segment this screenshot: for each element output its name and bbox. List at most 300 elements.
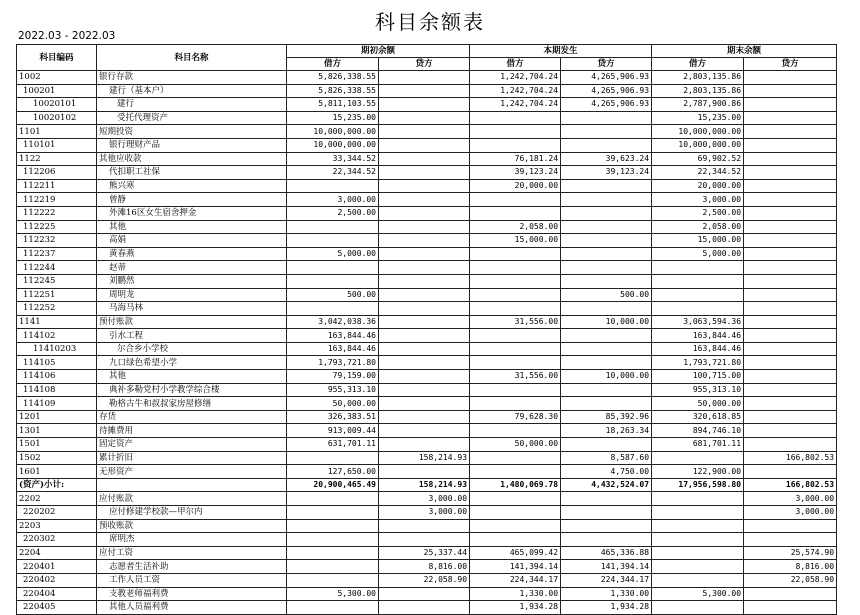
account-code-cell: 114102	[17, 329, 97, 343]
closing-debit-cell	[652, 451, 744, 465]
header-opening-credit: 贷方	[379, 58, 470, 71]
account-code-cell: 2204	[17, 546, 97, 560]
closing-credit-cell	[744, 98, 837, 112]
current-debit-cell: 1,242,704.24	[470, 98, 561, 112]
account-code-cell: 1201	[17, 410, 97, 424]
account-code-cell: 1002	[17, 71, 97, 85]
closing-credit-cell	[744, 288, 837, 302]
account-code-cell: 1301	[17, 424, 97, 438]
table-row	[17, 451, 837, 465]
current-credit-cell	[561, 179, 652, 193]
closing-debit-cell	[652, 492, 744, 506]
current-debit-cell: 1,242,704.24	[470, 84, 561, 98]
account-code-cell: 220402	[17, 573, 97, 587]
account-name-cell: 支教老师福利费	[97, 587, 287, 601]
table-row	[17, 274, 837, 288]
opening-debit-cell: 163,844.46	[287, 342, 379, 356]
account-code-cell: 114108	[17, 383, 97, 397]
current-debit-cell: 76,181.24	[470, 152, 561, 166]
report-title: 科目余额表	[375, 10, 485, 34]
opening-debit-cell	[287, 234, 379, 248]
current-credit-cell	[561, 356, 652, 370]
closing-debit-cell: 163,844.46	[652, 329, 744, 343]
account-code-cell: 1501	[17, 438, 97, 452]
current-debit-cell	[470, 492, 561, 506]
opening-debit-cell: 127,650.00	[287, 465, 379, 479]
account-name-cell: 九口绿色希望小学	[97, 356, 287, 370]
current-debit-cell	[470, 193, 561, 207]
current-credit-cell	[561, 506, 652, 520]
closing-credit-cell: 25,574.90	[744, 546, 837, 560]
account-name-cell: 熊兴寒	[97, 179, 287, 193]
closing-debit-cell: 100,715.00	[652, 370, 744, 384]
header-opening-debit: 借方	[287, 58, 379, 71]
closing-credit-cell: 8,816.00	[744, 560, 837, 574]
current-credit-cell: 4,432,524.07	[561, 478, 652, 492]
account-name-cell: 预付账款	[97, 315, 287, 329]
opening-credit-cell	[379, 261, 470, 275]
table-row	[17, 193, 837, 207]
account-code-cell: 100201	[17, 84, 97, 98]
opening-debit-cell	[287, 506, 379, 520]
table-row	[17, 478, 837, 492]
current-debit-cell: 31,556.00	[470, 315, 561, 329]
closing-credit-cell	[744, 342, 837, 356]
current-debit-cell	[470, 111, 561, 125]
closing-credit-cell	[744, 424, 837, 438]
opening-credit-cell	[379, 410, 470, 424]
current-debit-cell: 31,556.00	[470, 370, 561, 384]
account-name-cell: 应付账款	[97, 492, 287, 506]
account-name-cell: 刘鹏然	[97, 274, 287, 288]
opening-credit-cell	[379, 125, 470, 139]
account-name-cell: 志愿者生活补助	[97, 560, 287, 574]
opening-credit-cell	[379, 206, 470, 220]
table-row	[17, 138, 837, 152]
account-name-cell: 受托代理资产	[97, 111, 287, 125]
closing-debit-cell: 3,000.00	[652, 193, 744, 207]
current-debit-cell	[470, 302, 561, 316]
table-row	[17, 125, 837, 139]
closing-debit-cell	[652, 261, 744, 275]
table-row	[17, 410, 837, 424]
closing-debit-cell: 22,344.52	[652, 166, 744, 180]
closing-credit-cell: 3,000.00	[744, 492, 837, 506]
current-credit-cell: 4,265,906.93	[561, 71, 652, 85]
opening-credit-cell	[379, 315, 470, 329]
current-debit-cell: 224,344.17	[470, 573, 561, 587]
table-row	[17, 71, 837, 85]
current-credit-cell: 39,623.24	[561, 152, 652, 166]
opening-debit-cell	[287, 519, 379, 533]
account-name-cell: 建行	[97, 98, 287, 112]
table-row	[17, 342, 837, 356]
account-name-cell	[97, 478, 287, 492]
account-name-cell: 周明龙	[97, 288, 287, 302]
current-credit-cell: 4,750.00	[561, 465, 652, 479]
opening-debit-cell	[287, 601, 379, 615]
table-row	[17, 234, 837, 248]
account-name-cell: 固定资产	[97, 438, 287, 452]
closing-credit-cell	[744, 274, 837, 288]
current-credit-cell	[561, 193, 652, 207]
closing-debit-cell: 50,000.00	[652, 397, 744, 411]
opening-debit-cell	[287, 573, 379, 587]
current-credit-cell	[561, 234, 652, 248]
current-credit-cell	[561, 138, 652, 152]
account-code-cell: 114106	[17, 370, 97, 384]
account-name-cell: 存货	[97, 410, 287, 424]
opening-credit-cell	[379, 342, 470, 356]
opening-credit-cell	[379, 356, 470, 370]
account-code-cell: 112206	[17, 166, 97, 180]
account-name-cell: 累计折旧	[97, 451, 287, 465]
opening-credit-cell	[379, 601, 470, 615]
closing-debit-cell: 10,000,000.00	[652, 138, 744, 152]
opening-credit-cell: 25,337.44	[379, 546, 470, 560]
account-code-cell: 10020101	[17, 98, 97, 112]
account-code-cell: 220202	[17, 506, 97, 520]
table-row	[17, 166, 837, 180]
current-debit-cell	[470, 465, 561, 479]
closing-credit-cell	[744, 261, 837, 275]
account-code-cell: 2202	[17, 492, 97, 506]
closing-debit-cell: 1,793,721.80	[652, 356, 744, 370]
closing-debit-cell: 20,000.00	[652, 179, 744, 193]
table-row	[17, 383, 837, 397]
current-debit-cell	[470, 397, 561, 411]
closing-credit-cell: 22,058.90	[744, 573, 837, 587]
opening-credit-cell	[379, 166, 470, 180]
closing-debit-cell: 69,902.52	[652, 152, 744, 166]
table-row	[17, 465, 837, 479]
table-row	[17, 152, 837, 166]
current-credit-cell	[561, 261, 652, 275]
table-row	[17, 492, 837, 506]
opening-credit-cell	[379, 397, 470, 411]
opening-debit-cell: 1,793,721.80	[287, 356, 379, 370]
account-code-cell: 112222	[17, 206, 97, 220]
closing-credit-cell	[744, 383, 837, 397]
header-closing: 期末余额	[652, 45, 837, 58]
closing-credit-cell	[744, 587, 837, 601]
table-row	[17, 533, 837, 547]
opening-credit-cell	[379, 179, 470, 193]
current-debit-cell	[470, 451, 561, 465]
current-debit-cell	[470, 274, 561, 288]
current-credit-cell: 465,336.88	[561, 546, 652, 560]
account-code-cell: 112219	[17, 193, 97, 207]
account-name-cell: 赵蒂	[97, 261, 287, 275]
current-credit-cell	[561, 383, 652, 397]
closing-debit-cell: 122,900.00	[652, 465, 744, 479]
closing-debit-cell: 681,701.11	[652, 438, 744, 452]
opening-debit-cell	[287, 533, 379, 547]
table-row	[17, 315, 837, 329]
account-name-cell: 尔合乡小学校	[97, 342, 287, 356]
closing-credit-cell	[744, 465, 837, 479]
opening-credit-cell: 8,816.00	[379, 560, 470, 574]
account-code-cell: 112252	[17, 302, 97, 316]
header-code: 科目编码	[17, 45, 97, 71]
opening-debit-cell	[287, 560, 379, 574]
current-debit-cell	[470, 288, 561, 302]
opening-credit-cell	[379, 193, 470, 207]
opening-debit-cell: 3,042,038.36	[287, 315, 379, 329]
current-debit-cell	[470, 138, 561, 152]
account-code-cell: 1141	[17, 315, 97, 329]
opening-credit-cell	[379, 533, 470, 547]
account-code-cell: 220302	[17, 533, 97, 547]
closing-credit-cell	[744, 111, 837, 125]
table-row	[17, 288, 837, 302]
closing-credit-cell	[744, 601, 837, 615]
closing-debit-cell: 320,618.85	[652, 410, 744, 424]
current-credit-cell	[561, 438, 652, 452]
account-code-cell: 112237	[17, 247, 97, 261]
report-period: 2022.03 - 2022.03	[18, 30, 116, 42]
account-name-cell: 其他	[97, 370, 287, 384]
table-row	[17, 519, 837, 533]
closing-credit-cell	[744, 152, 837, 166]
account-name-cell: 建行（基本户）	[97, 84, 287, 98]
current-credit-cell: 39,123.24	[561, 166, 652, 180]
opening-credit-cell: 3,000.00	[379, 506, 470, 520]
closing-debit-cell: 3,063,594.36	[652, 315, 744, 329]
account-name-cell: 其他人员福利费	[97, 601, 287, 615]
closing-debit-cell: 2,058.00	[652, 220, 744, 234]
closing-credit-cell	[744, 220, 837, 234]
account-name-cell: 典补多勒党村小学教学综合楼	[97, 383, 287, 397]
closing-credit-cell	[744, 397, 837, 411]
account-code-cell: 112232	[17, 234, 97, 248]
opening-credit-cell	[379, 465, 470, 479]
opening-debit-cell: 163,844.46	[287, 329, 379, 343]
table-row	[17, 329, 837, 343]
table-row	[17, 573, 837, 587]
closing-credit-cell	[744, 138, 837, 152]
current-credit-cell: 1,934.28	[561, 601, 652, 615]
current-credit-cell: 10,000.00	[561, 315, 652, 329]
closing-credit-cell	[744, 519, 837, 533]
closing-debit-cell	[652, 560, 744, 574]
table-row	[17, 397, 837, 411]
header-name: 科目名称	[97, 45, 287, 71]
current-credit-cell: 8,587.60	[561, 451, 652, 465]
table-row	[17, 302, 837, 316]
account-name-cell: 银行理财产品	[97, 138, 287, 152]
closing-debit-cell: 5,300.00	[652, 587, 744, 601]
closing-credit-cell	[744, 438, 837, 452]
account-code-cell: 2203	[17, 519, 97, 533]
account-code-cell: 114105	[17, 356, 97, 370]
closing-credit-cell	[744, 302, 837, 316]
closing-credit-cell	[744, 71, 837, 85]
current-debit-cell: 15,000.00	[470, 234, 561, 248]
closing-credit-cell	[744, 234, 837, 248]
opening-debit-cell: 10,000,000.00	[287, 138, 379, 152]
current-credit-cell	[561, 519, 652, 533]
account-code-cell: 112245	[17, 274, 97, 288]
account-code-cell: (资产)小计:	[17, 478, 97, 492]
table-body	[17, 71, 837, 615]
balance-table	[16, 44, 837, 615]
closing-debit-cell	[652, 274, 744, 288]
opening-credit-cell	[379, 288, 470, 302]
current-credit-cell	[561, 125, 652, 139]
table-row	[17, 356, 837, 370]
opening-credit-cell	[379, 587, 470, 601]
opening-credit-cell	[379, 438, 470, 452]
closing-debit-cell	[652, 546, 744, 560]
header-current-debit: 借方	[470, 58, 561, 71]
account-name-cell: 应付修建学校款—甲尔内	[97, 506, 287, 520]
opening-debit-cell: 20,900,465.49	[287, 478, 379, 492]
account-name-cell: 预收账款	[97, 519, 287, 533]
current-credit-cell: 10,000.00	[561, 370, 652, 384]
current-credit-cell	[561, 302, 652, 316]
opening-credit-cell	[379, 152, 470, 166]
current-credit-cell	[561, 533, 652, 547]
opening-debit-cell	[287, 451, 379, 465]
opening-debit-cell: 2,500.00	[287, 206, 379, 220]
table-row	[17, 560, 837, 574]
opening-debit-cell: 913,009.44	[287, 424, 379, 438]
table-row	[17, 438, 837, 452]
header-row-top	[17, 45, 837, 58]
opening-debit-cell: 79,159.00	[287, 370, 379, 384]
account-code-cell: 1101	[17, 125, 97, 139]
closing-credit-cell: 166,802.53	[744, 478, 837, 492]
account-code-cell: 220404	[17, 587, 97, 601]
closing-debit-cell: 15,000.00	[652, 234, 744, 248]
account-name-cell: 应付工资	[97, 546, 287, 560]
account-name-cell: 马海马林	[97, 302, 287, 316]
opening-debit-cell: 33,344.52	[287, 152, 379, 166]
account-code-cell: 110101	[17, 138, 97, 152]
closing-credit-cell	[744, 206, 837, 220]
current-debit-cell	[470, 329, 561, 343]
opening-debit-cell: 15,235.00	[287, 111, 379, 125]
account-name-cell: 外滩16区女生宿舍押金	[97, 206, 287, 220]
table-row	[17, 546, 837, 560]
opening-debit-cell	[287, 302, 379, 316]
closing-debit-cell: 163,844.46	[652, 342, 744, 356]
closing-debit-cell: 15,235.00	[652, 111, 744, 125]
closing-debit-cell: 2,500.00	[652, 206, 744, 220]
current-debit-cell	[470, 533, 561, 547]
opening-credit-cell: 158,214.93	[379, 451, 470, 465]
account-code-cell: 1601	[17, 465, 97, 479]
current-debit-cell: 1,330.00	[470, 587, 561, 601]
header-current: 本期发生	[470, 45, 652, 58]
current-credit-cell: 4,265,906.93	[561, 98, 652, 112]
closing-credit-cell: 3,000.00	[744, 506, 837, 520]
current-credit-cell	[561, 206, 652, 220]
closing-debit-cell	[652, 288, 744, 302]
account-name-cell: 其他	[97, 220, 287, 234]
opening-credit-cell	[379, 98, 470, 112]
closing-debit-cell	[652, 601, 744, 615]
opening-credit-cell: 22,058.90	[379, 573, 470, 587]
account-code-cell: 114109	[17, 397, 97, 411]
table-row	[17, 506, 837, 520]
account-name-cell: 高娟	[97, 234, 287, 248]
table-row	[17, 247, 837, 261]
table-row	[17, 424, 837, 438]
opening-debit-cell	[287, 261, 379, 275]
header-closing-debit: 借方	[652, 58, 744, 71]
opening-debit-cell	[287, 546, 379, 560]
closing-debit-cell: 2,803,135.86	[652, 84, 744, 98]
account-name-cell: 曾静	[97, 193, 287, 207]
current-credit-cell	[561, 492, 652, 506]
closing-debit-cell: 955,313.10	[652, 383, 744, 397]
opening-credit-cell	[379, 302, 470, 316]
opening-credit-cell	[379, 329, 470, 343]
current-credit-cell: 1,330.00	[561, 587, 652, 601]
closing-credit-cell	[744, 179, 837, 193]
current-debit-cell	[470, 506, 561, 520]
current-credit-cell: 18,263.34	[561, 424, 652, 438]
opening-credit-cell	[379, 138, 470, 152]
current-credit-cell	[561, 342, 652, 356]
account-name-cell: 勒格古牛和叔叔家房屋修缮	[97, 397, 287, 411]
account-code-cell: 1122	[17, 152, 97, 166]
current-debit-cell	[470, 342, 561, 356]
current-credit-cell	[561, 220, 652, 234]
current-debit-cell	[470, 247, 561, 261]
table-row	[17, 601, 837, 615]
account-name-cell: 席明杰	[97, 533, 287, 547]
opening-debit-cell: 500.00	[287, 288, 379, 302]
opening-debit-cell: 22,344.52	[287, 166, 379, 180]
closing-debit-cell: 5,000.00	[652, 247, 744, 261]
current-credit-cell: 500.00	[561, 288, 652, 302]
closing-credit-cell	[744, 329, 837, 343]
current-debit-cell: 1,480,069.78	[470, 478, 561, 492]
table-row	[17, 220, 837, 234]
header-closing-credit: 贷方	[744, 58, 837, 71]
current-debit-cell: 141,394.14	[470, 560, 561, 574]
account-name-cell: 待摊费用	[97, 424, 287, 438]
account-code-cell: 112244	[17, 261, 97, 275]
opening-debit-cell: 5,811,103.55	[287, 98, 379, 112]
closing-debit-cell	[652, 519, 744, 533]
current-debit-cell	[470, 261, 561, 275]
closing-credit-cell	[744, 315, 837, 329]
opening-credit-cell	[379, 84, 470, 98]
opening-debit-cell	[287, 274, 379, 288]
account-name-cell: 黄春燕	[97, 247, 287, 261]
table-row	[17, 261, 837, 275]
closing-credit-cell	[744, 247, 837, 261]
current-debit-cell: 79,628.30	[470, 410, 561, 424]
account-code-cell: 112225	[17, 220, 97, 234]
opening-debit-cell: 5,826,338.55	[287, 71, 379, 85]
current-credit-cell	[561, 397, 652, 411]
current-credit-cell: 85,392.96	[561, 410, 652, 424]
account-name-cell: 工作人员工资	[97, 573, 287, 587]
current-debit-cell	[470, 125, 561, 139]
opening-debit-cell	[287, 220, 379, 234]
current-credit-cell: 224,344.17	[561, 573, 652, 587]
closing-debit-cell: 2,803,135.86	[652, 71, 744, 85]
account-code-cell: 11410203	[17, 342, 97, 356]
current-debit-cell	[470, 206, 561, 220]
account-name-cell: 无形资产	[97, 465, 287, 479]
table-row	[17, 111, 837, 125]
